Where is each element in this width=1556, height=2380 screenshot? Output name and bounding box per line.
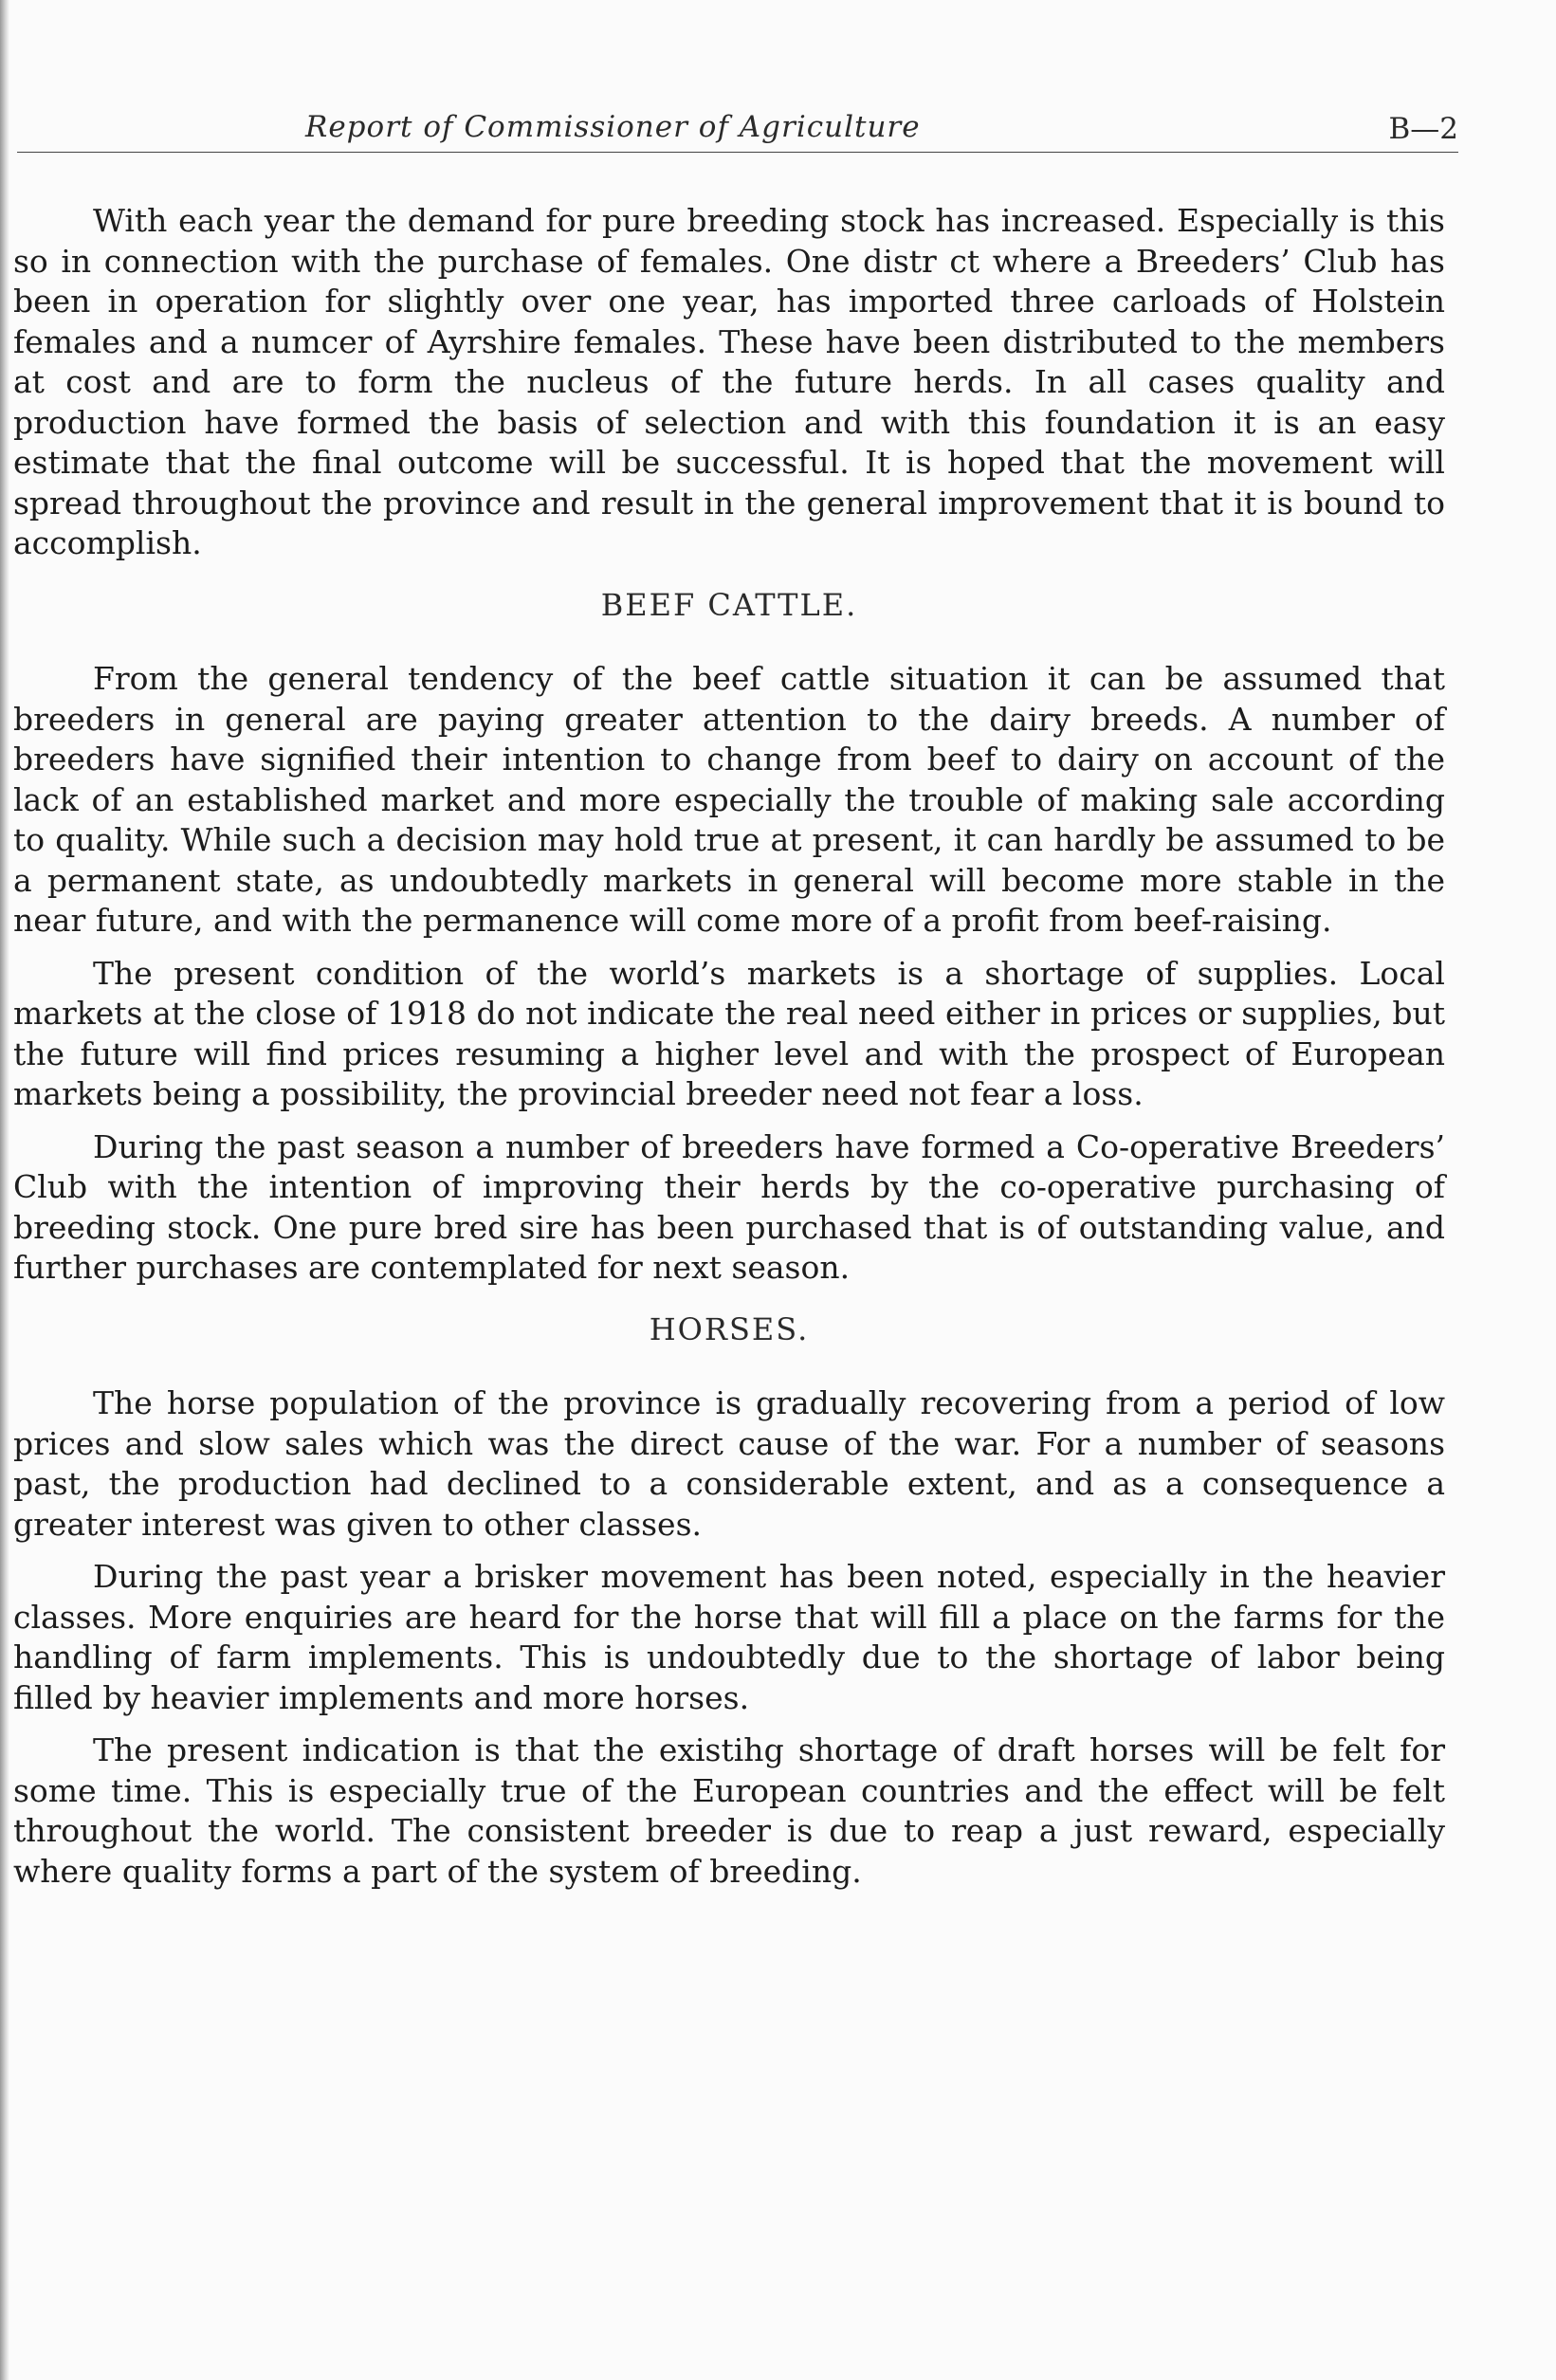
- paragraph-cooperative-club: During the past season a number of breeders have formed a Co-operative Breeders’ Club with the intention of improving their herds by the co-operative purchasing of breeding stock. One pure bred sire has been purchased that is of outstanding value, and further purchases are contemplated for next season.: [13, 1127, 1445, 1286]
- section-heading-horses: HORSES.: [649, 1310, 810, 1347]
- paragraph-horse-population: The horse population of the province is gradually recovering from a period of low prices and slow sales which was the direct cause of the war. For a number of seasons past, the production had declined to a considerable extent, and as a consequence a greater interest was given to other classes.: [13, 1384, 1445, 1543]
- running-title: Report of Commissioner of Agriculture: [305, 110, 921, 144]
- paragraph-beef-tendency: From the general tendency of the beef cattle situation it can be assumed that breeders in general are paying greater attention to the dairy breeds. A number of breeders have signified their intention to change from beef to dairy on account of the lack of an established market and more especially the trouble of making sale according to quality. While such a decision may hold true at present, it can hardly be assumed to be a permanent state, as undoubtedly markets in general will become more stable in the near future, and with the permanence will come more of a profit from beef-raising.: [13, 660, 1445, 939]
- paragraph-breeding-stock: With each year the demand for pure breeding stock has increased. Especially is this so in connection with the purchase of females. One distr ct where a Breeders’ Club has been in operation for slightly over one year, has imported three carloads of Holstein females and a numcer of Ayrshire females. These have been distributed to the members at cost and are to form the nucleus of the future herds. In all cases quality and production have formed the basis of selection and with this foundation it is an easy estimate that the final outcome will be successful. It is hoped that the movement will spread throughout the province and result in the general improvement that it is bound to accomplish.: [13, 202, 1445, 561]
- document-body: [13, 201, 1445, 1904]
- scan-binding-edge: [0, 0, 9, 2380]
- paragraph-world-markets: The present condition of the world’s markets is a shortage of supplies. Local markets at the close of 1918 do not indicate the real need either in prices or supplies, but the future will find prices resuming a higher level and with the prospect of European markets being a possibility, the provincial breeder need not fear a loss.: [13, 954, 1445, 1112]
- paragraph-brisker-movement: During the past year a brisker movement has been noted, especially in the heavier classes. More enquiries are heard for the horse that will fill a place on the farms for the handling of farm implements. This is undoubtedly due to the shortage of labor being filled by heavier implements and more horses.: [13, 1558, 1445, 1716]
- page-header: [17, 102, 1458, 153]
- page-number: B—2: [1388, 112, 1458, 146]
- paragraph-draft-shortage: The present indication is that the existihg shortage of draft horses will be felt for some time. This is especially true of the European countries and the effect will be felt throughout the world. The consistent breeder is due to reap a just reward, especially where quality forms a part of the system of breeding.: [13, 1731, 1445, 1890]
- section-heading-beef-cattle: BEEF CATTLE.: [600, 586, 858, 623]
